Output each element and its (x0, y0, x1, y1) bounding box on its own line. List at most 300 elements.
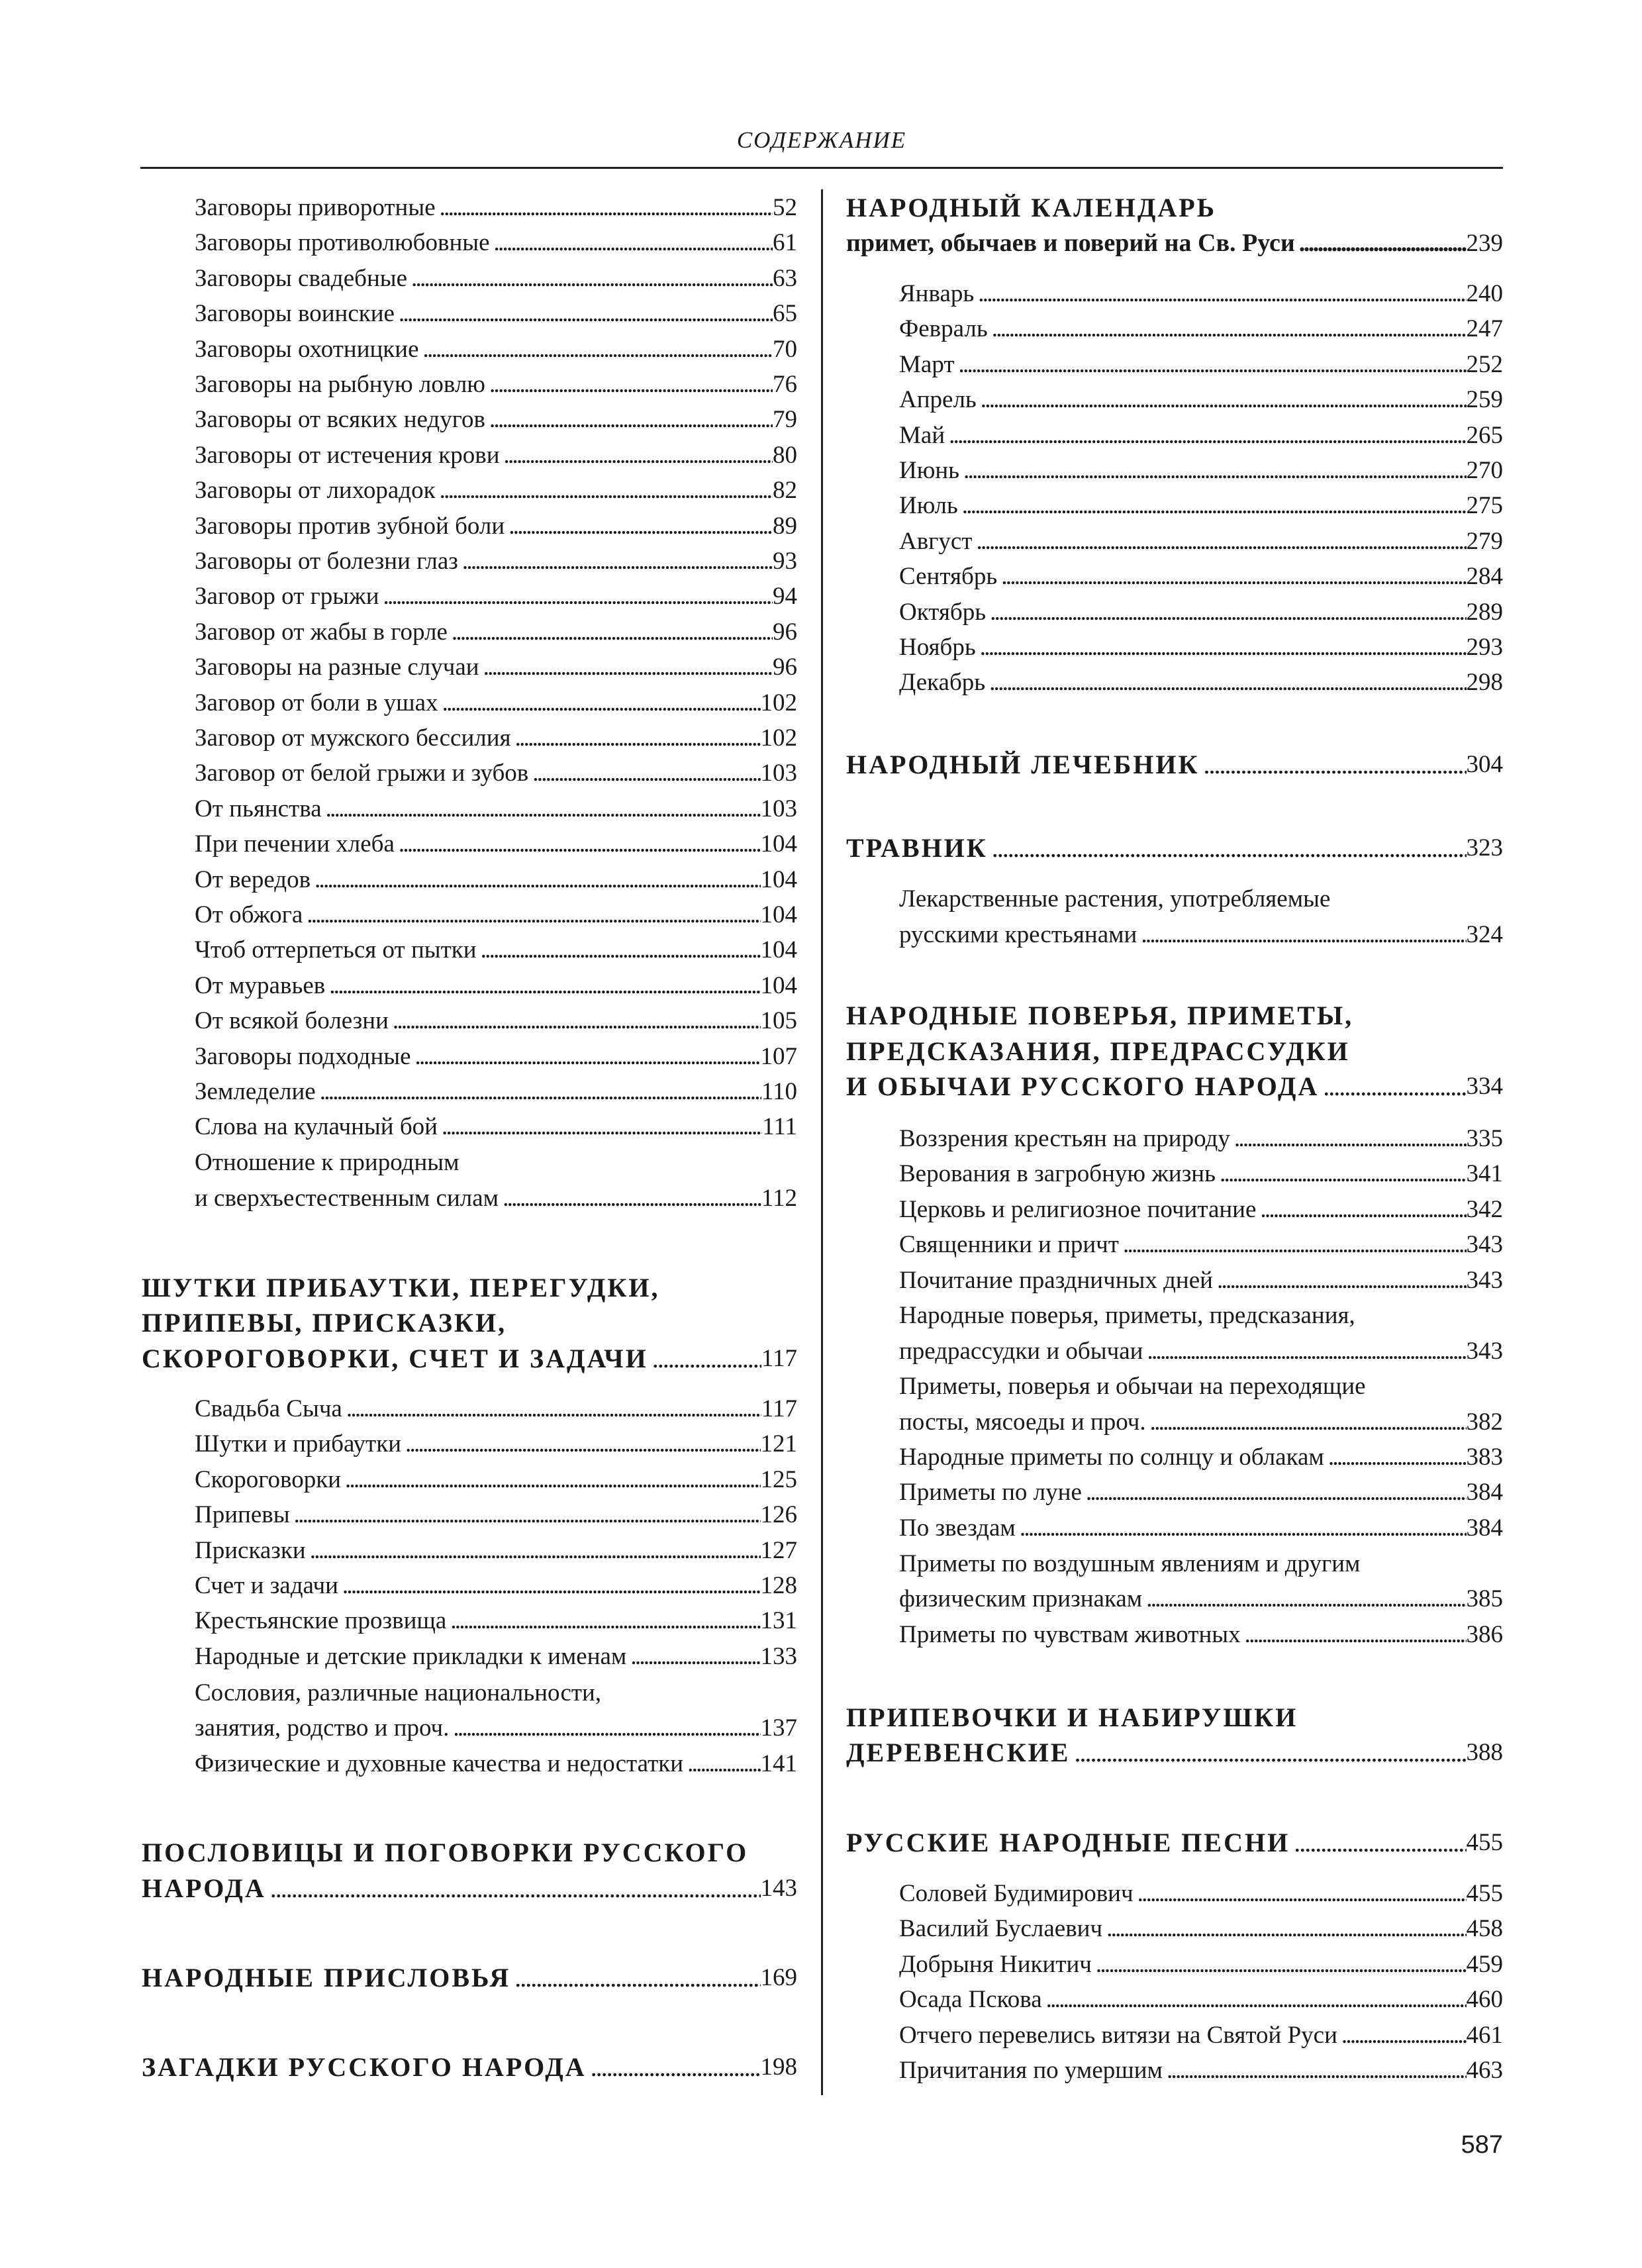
toc-entry-page: 104 (760, 971, 797, 999)
toc-entry-title: Физические и духовные качества и недостатки (195, 1750, 684, 1777)
toc-text-line: Лекарственные растения, употребляемые (899, 885, 1331, 912)
toc-entry (899, 1581, 1503, 1616)
toc-entry (899, 1475, 1503, 1510)
toc-entry-page: 52 (773, 194, 797, 221)
dot-leader (306, 1533, 761, 1568)
toc-entry-title: Заговоры от лихорадок (195, 477, 436, 505)
toc-entry-title: Заговоры воинские (195, 300, 395, 328)
toc-entry (899, 917, 1503, 952)
toc-entry-title: Заговоры на рыбную ловлю (195, 371, 485, 398)
toc-entry (142, 1960, 797, 1995)
toc-entry-title: От всякой болезни (195, 1007, 389, 1035)
toc-entry-title: Осада Пскова (899, 1986, 1042, 2014)
toc-entry (899, 665, 1503, 700)
dot-leader (1016, 1510, 1467, 1546)
toc-entry (899, 1617, 1503, 1652)
toc-entry-page: 80 (773, 441, 797, 469)
dot-leader (1070, 1735, 1466, 1770)
toc-entry-title: НАРОДНЫЙ ЛЕЧЕБНИК (846, 750, 1200, 779)
dot-leader (446, 1603, 760, 1638)
toc-entry (195, 509, 797, 544)
toc-entry-title: Воззрения крестьян на природу (899, 1125, 1230, 1152)
toc-entry (899, 1156, 1503, 1191)
toc-entry-title: Приметы по чувствам животных (899, 1621, 1241, 1648)
toc-entry-page: 82 (773, 477, 797, 505)
dot-leader (985, 665, 1466, 700)
dot-leader (505, 509, 773, 544)
toc-entry-page: 239 (1466, 230, 1503, 257)
toc-entry-title: Декабрь (899, 669, 986, 697)
toc-entry-page: 128 (760, 1572, 797, 1599)
dot-leader (407, 261, 773, 296)
toc-entry (899, 1405, 1503, 1440)
toc-entry (195, 1039, 797, 1074)
toc-entry-page: 343 (1466, 1338, 1503, 1365)
toc-entry-title: Заговор от жабы в горле (195, 618, 448, 646)
dot-leader (341, 1462, 760, 1497)
toc-entry-page: 382 (1466, 1408, 1503, 1436)
dot-leader (485, 402, 773, 437)
dot-leader (1042, 1982, 1467, 2017)
dot-leader (436, 473, 773, 508)
dot-leader (401, 1426, 761, 1461)
toc-entry-page: 324 (1466, 921, 1503, 948)
toc-entry-title: Скороговорки (195, 1465, 342, 1493)
dot-leader (972, 524, 1466, 559)
toc-text-line: Приметы, поверья и обычаи на переходящие (899, 1373, 1366, 1400)
toc-entry (195, 932, 797, 967)
toc-entry (846, 1825, 1503, 1860)
toc-entry-title: Свадьба Сыча (195, 1395, 342, 1422)
toc-entry (195, 1746, 797, 1781)
toc-entry (195, 1603, 797, 1638)
toc-entry (195, 579, 797, 614)
toc-entry-page: 94 (773, 583, 797, 611)
toc-entry (846, 830, 1503, 865)
dot-leader (988, 311, 1467, 346)
dot-leader (648, 1341, 761, 1376)
dot-leader (499, 1181, 761, 1216)
toc-entry (899, 311, 1503, 346)
toc-entry (899, 630, 1503, 665)
toc-entry (899, 1911, 1503, 1946)
dot-leader (1324, 1440, 1467, 1475)
toc-entry-page: 104 (760, 936, 797, 964)
toc-entry-page: 304 (1466, 751, 1503, 778)
toc-entry-page: 384 (1466, 1514, 1503, 1542)
toc-entry-page: 107 (760, 1042, 797, 1070)
dot-leader (485, 367, 773, 402)
toc-entry-title: Причитания по умершим (899, 2057, 1163, 2084)
toc-entry (195, 402, 797, 437)
toc-text-line: Сословия, различные национальности, (195, 1679, 602, 1706)
toc-entry-title: От муравьев (195, 971, 326, 999)
toc-entry-page: 76 (773, 371, 797, 398)
toc-entry (899, 1227, 1503, 1262)
toc-entry-page: 110 (761, 1078, 797, 1105)
toc-entry-page: 279 (1466, 527, 1503, 555)
toc-entry (846, 1069, 1503, 1104)
toc-entry-title: Март (899, 350, 955, 378)
toc-entry-page: 247 (1466, 315, 1503, 343)
dot-leader (977, 382, 1467, 417)
dot-leader (511, 720, 761, 756)
toc-entry-title: Счет и задачи (195, 1572, 338, 1599)
toc-entry-title: предрассудки и обычаи (899, 1338, 1143, 1365)
toc-entry-title: От вередов (195, 865, 311, 893)
toc-entry-page: 79 (773, 406, 797, 434)
dot-leader (1082, 1475, 1467, 1510)
toc-entry-title: Соловей Будимирович (899, 1880, 1134, 1907)
toc-entry-page: 461 (1466, 2021, 1503, 2049)
toc-entry-title: Ноябрь (899, 634, 976, 661)
section-heading: НАРОДНЫЕ ПОВЕРЬЯ, ПРИМЕТЫ, (846, 1001, 1354, 1030)
dot-leader (945, 418, 1466, 453)
toc-entry-page: 275 (1466, 492, 1503, 520)
dot-leader (1163, 2053, 1467, 2088)
dot-leader (395, 826, 761, 862)
dot-leader (477, 932, 761, 967)
toc-text-line: Народные поверья, приметы, предсказания, (899, 1302, 1355, 1329)
toc-entry-page: 102 (760, 724, 797, 752)
toc-entry (899, 1263, 1503, 1298)
dot-leader (510, 1960, 760, 1995)
toc-entry (899, 1982, 1503, 2017)
dot-leader (997, 559, 1466, 594)
toc-entry-title: и сверхъестественным силам (195, 1185, 499, 1212)
toc-entry (195, 296, 797, 331)
toc-entry (195, 615, 797, 650)
toc-entry (195, 473, 797, 508)
dot-leader (1337, 2018, 1467, 2053)
toc-entry-page: 341 (1466, 1160, 1503, 1188)
toc-entry-page: 93 (773, 548, 797, 575)
toc-entry (142, 1871, 797, 1906)
dot-leader (1102, 1911, 1466, 1946)
dot-leader (587, 2049, 761, 2085)
toc-entry-title: Заговоры подходные (195, 1042, 411, 1070)
dot-leader (1134, 1876, 1467, 1911)
toc-entry-page: 289 (1466, 598, 1503, 626)
dot-leader (1216, 1156, 1467, 1191)
toc-entry-title: Заговор от грыжи (195, 583, 379, 611)
toc-entry-title: Июнь (899, 457, 960, 484)
toc-entry-title: Верования в загробную жизнь (899, 1160, 1216, 1188)
dot-leader (311, 862, 760, 897)
toc-entry-page: 70 (773, 335, 797, 363)
toc-entry-page: 240 (1466, 280, 1503, 307)
toc-entry (899, 1334, 1503, 1369)
toc-entry-page: 293 (1466, 634, 1503, 661)
toc-entry (899, 524, 1503, 559)
toc-entry-title: При печении хлеба (195, 830, 395, 858)
section-heading: ПРИПЕВЫ, ПРИСКАЗКИ, (142, 1308, 507, 1338)
toc-entry-page: 383 (1466, 1444, 1503, 1471)
toc-entry (142, 2049, 797, 2085)
toc-entry-page: 323 (1466, 834, 1503, 862)
toc-entry-title: От обжога (195, 901, 303, 928)
toc-entry-title: Заговоры приворотные (195, 194, 436, 221)
toc-entry-page: 343 (1466, 1266, 1503, 1294)
dot-leader (303, 897, 760, 932)
toc-entry-title: физическим признакам (899, 1585, 1143, 1612)
toc-entry (195, 367, 797, 402)
toc-entry-page: 137 (760, 1714, 797, 1742)
section-heading: ПРИПЕВОЧКИ И НАБИРУШКИ (846, 1702, 1298, 1732)
toc-entry-page: 335 (1466, 1125, 1503, 1152)
toc-entry-title: Священники и причт (899, 1231, 1119, 1259)
toc-entry-page: 455 (1466, 1880, 1503, 1907)
toc-entry-page: 89 (773, 512, 797, 540)
toc-entry-page: 386 (1466, 1621, 1503, 1648)
dot-leader (490, 225, 773, 260)
toc-entry-page: 125 (760, 1465, 797, 1493)
toc-entry (195, 1568, 797, 1603)
section-heading: ПРЕДСКАЗАНИЯ, ПРЕДРАССУДКИ (846, 1036, 1350, 1066)
toc-entry-title: Шутки и прибаутки (195, 1430, 401, 1458)
dot-leader (1290, 1825, 1466, 1860)
toc-entry (195, 1109, 797, 1144)
toc-entry (899, 453, 1503, 488)
toc-entry (195, 1426, 797, 1461)
toc-entry-title: Заговоры свадебные (195, 264, 408, 292)
toc-entry (195, 1497, 797, 1532)
toc-entry-page: 463 (1466, 2057, 1503, 2084)
dot-leader (1295, 226, 1467, 261)
toc-entry-title: Почитание праздничных дней (899, 1266, 1213, 1294)
dot-leader (1137, 917, 1466, 952)
dot-leader (1142, 1581, 1466, 1616)
dot-leader (955, 347, 1467, 382)
running-head: СОДЕРЖАНИЕ (736, 127, 907, 153)
toc-entry-page: 111 (762, 1113, 797, 1141)
dot-leader (528, 756, 760, 791)
toc-entry-page: 343 (1466, 1231, 1503, 1259)
toc-entry-page: 117 (761, 1395, 797, 1422)
toc-entry (899, 1192, 1503, 1227)
toc-text-line: Отношение к природным (195, 1149, 459, 1176)
dot-leader (1230, 1121, 1467, 1156)
toc-entry-title: Октябрь (899, 598, 987, 626)
toc-entry-title: Сентябрь (899, 563, 998, 591)
toc-entry-page: 342 (1466, 1195, 1503, 1223)
dot-leader (1200, 747, 1467, 782)
toc-entry (195, 190, 797, 225)
dot-leader (959, 453, 1466, 488)
dot-leader (1146, 1405, 1467, 1440)
toc-entry-page: 103 (760, 795, 797, 822)
toc-entry-title: Добрыня Никитич (899, 1950, 1092, 1978)
dot-leader (683, 1746, 760, 1781)
toc-entry-title: Земледелие (195, 1078, 316, 1105)
toc-entry-title: Апрель (899, 386, 977, 414)
toc-entry-title: Заговоры от болезни глаз (195, 548, 458, 575)
dot-leader (974, 276, 1466, 311)
toc-entry-title: занятия, родство и проч. (195, 1714, 450, 1742)
dot-leader (1119, 1227, 1467, 1262)
toc-entry (195, 1181, 797, 1216)
toc-entry (195, 897, 797, 932)
toc-entry (195, 720, 797, 756)
toc-entry-title: Припевы (195, 1501, 290, 1529)
toc-entry-title: По звездам (899, 1514, 1016, 1542)
toc-entry (899, 1876, 1503, 1911)
toc-entry (195, 968, 797, 1003)
toc-entry (195, 685, 797, 720)
dot-leader (448, 615, 773, 650)
toc-entry-page: 126 (760, 1501, 797, 1529)
toc-entry-title: Заговоры от всяких недугов (195, 406, 485, 434)
toc-entry-title: Заговоры противолюбовные (195, 229, 490, 257)
dot-leader (1143, 1334, 1466, 1369)
toc-entry (899, 559, 1503, 594)
toc-entry-page: 63 (773, 264, 797, 292)
toc-entry-page: 284 (1466, 563, 1503, 591)
dot-leader (986, 595, 1466, 630)
toc-entry-page: 96 (773, 618, 797, 646)
toc-entry-title: Чтоб оттерпеться от пытки (195, 936, 477, 964)
dot-leader (389, 1003, 761, 1038)
toc-entry-title: посты, мясоеды и проч. (899, 1408, 1146, 1436)
toc-entry-page: 102 (760, 689, 797, 716)
toc-entry (142, 1341, 797, 1376)
toc-entry (899, 276, 1503, 311)
toc-entry (195, 225, 797, 260)
toc-entry-page: 298 (1466, 669, 1503, 697)
toc-entry-title: От пьянства (195, 795, 322, 822)
toc-entry-page: 198 (760, 2053, 797, 2081)
dot-leader (266, 1871, 761, 1906)
dot-leader (338, 1568, 761, 1603)
toc-entry (195, 756, 797, 791)
toc-entry-title: Заговор от боли в ушах (195, 689, 438, 716)
toc-entry (846, 226, 1503, 261)
toc-entry (195, 1462, 797, 1497)
toc-entry-page: 252 (1466, 350, 1503, 378)
toc-entry-page: 460 (1466, 1986, 1503, 2014)
dot-leader (626, 1639, 760, 1674)
dot-leader (342, 1391, 761, 1426)
toc-entry-title: СКОРОГОВОРКИ, СЧЕТ И ЗАДАЧИ (142, 1344, 648, 1373)
dot-leader (1092, 1947, 1467, 1982)
toc-entry-page: 169 (760, 1964, 797, 1991)
toc-entry-title: НАРОДА (142, 1873, 266, 1903)
toc-entry-page: 141 (760, 1750, 797, 1777)
toc-entry (195, 1639, 797, 1674)
header-rule (140, 167, 1503, 169)
toc-entry (195, 544, 797, 579)
toc-entry (195, 650, 797, 685)
section-heading: ШУТКИ ПРИБАУТКИ, ПЕРЕГУДКИ, (142, 1273, 660, 1303)
dot-leader (436, 190, 773, 225)
toc-entry (195, 1710, 797, 1746)
toc-entry-title: ЗАГАДКИ РУССКОГО НАРОДА (142, 2052, 587, 2082)
dot-leader (438, 685, 761, 720)
toc-entry-title: Народные и детские прикладки к именам (195, 1642, 627, 1670)
dot-leader (479, 650, 773, 685)
dot-leader (458, 544, 773, 579)
toc-entry-title: Заговоры охотницкие (195, 335, 419, 363)
toc-entry-page: 384 (1466, 1479, 1503, 1506)
toc-entry-title: НАРОДНЫЕ ПРИСЛОВЬЯ (142, 1963, 511, 1993)
toc-entry-title: ДЕРЕВЕНСКИЕ (846, 1738, 1071, 1767)
toc-entry (899, 382, 1503, 417)
toc-entry-title: Народные приметы по солнцу и облакам (899, 1444, 1324, 1471)
dot-leader (958, 488, 1467, 523)
toc-entry-title: Май (899, 421, 945, 449)
dot-leader (1319, 1069, 1466, 1104)
toc-entry (846, 747, 1503, 782)
toc-entry (899, 488, 1503, 523)
dot-leader (1256, 1192, 1466, 1227)
toc-entry (195, 826, 797, 862)
toc-entry (195, 791, 797, 826)
toc-entry (899, 2018, 1503, 2053)
dot-leader (1241, 1617, 1467, 1652)
toc-entry-title: Заговор от белой грыжи и зубов (195, 760, 529, 787)
toc-entry (899, 1947, 1503, 1982)
toc-entry-title: Присказки (195, 1536, 306, 1564)
dot-leader (411, 1039, 761, 1074)
toc-entry-title: Заговоры на разные случаи (195, 654, 479, 681)
toc-entry-title: Заговоры против зубной боли (195, 512, 505, 540)
toc-entry-page: 61 (773, 229, 797, 257)
toc-entry-title: Август (899, 527, 973, 555)
toc-entry (195, 438, 797, 473)
toc-entry (195, 1391, 797, 1426)
toc-entry (899, 1510, 1503, 1546)
toc-entry-title: Крестьянские прозвища (195, 1607, 447, 1635)
toc-entry-page: 104 (760, 865, 797, 893)
dot-leader (379, 579, 773, 614)
page-number: 587 (1461, 2131, 1503, 2159)
toc-entry-page: 131 (760, 1607, 797, 1635)
toc-entry-title: И ОБЫЧАИ РУССКОГО НАРОДА (846, 1071, 1320, 1101)
toc-text-line: Приметы по воздушным явлениям и другим (899, 1550, 1361, 1577)
section-heading: ПОСЛОВИЦЫ И ПОГОВОРКИ РУССКОГО (142, 1838, 749, 1867)
toc-entry-page: 65 (773, 300, 797, 328)
toc-entry (195, 1533, 797, 1568)
toc-entry-page: 121 (760, 1430, 797, 1458)
toc-entry-title: Церковь и религиозное почитание (899, 1195, 1257, 1223)
toc-entry-title: Василий Буслаевич (899, 1915, 1103, 1943)
toc-entry-page: 388 (1466, 1739, 1503, 1766)
toc-entry (899, 1440, 1503, 1475)
toc-entry (195, 1074, 797, 1109)
toc-entry-page: 112 (761, 1185, 797, 1212)
toc-entry (846, 1735, 1503, 1770)
toc-entry-title: Приметы по луне (899, 1479, 1082, 1506)
toc-entry (195, 332, 797, 367)
toc-entry (899, 595, 1503, 630)
toc-entry (195, 1003, 797, 1038)
dot-leader (290, 1497, 761, 1532)
toc-entry-page: 385 (1466, 1585, 1503, 1612)
toc-entry-title: ТРАВНИК (846, 833, 988, 863)
toc-entry-page: 143 (760, 1875, 797, 1902)
toc-entry (899, 1121, 1503, 1156)
dot-leader (976, 630, 1467, 665)
toc-entry-page: 104 (760, 901, 797, 928)
dot-leader (316, 1074, 761, 1109)
toc-entry-title: Слова на кулачный бой (195, 1113, 438, 1141)
toc-entry-page: 458 (1466, 1915, 1503, 1943)
toc-entry-title: Январь (899, 280, 975, 307)
toc-entry (195, 261, 797, 296)
toc-entry-title: Отчего перевелись витязи на Святой Руси (899, 2021, 1337, 2049)
toc-entry-page: 105 (760, 1007, 797, 1035)
toc-entry (899, 2053, 1503, 2088)
